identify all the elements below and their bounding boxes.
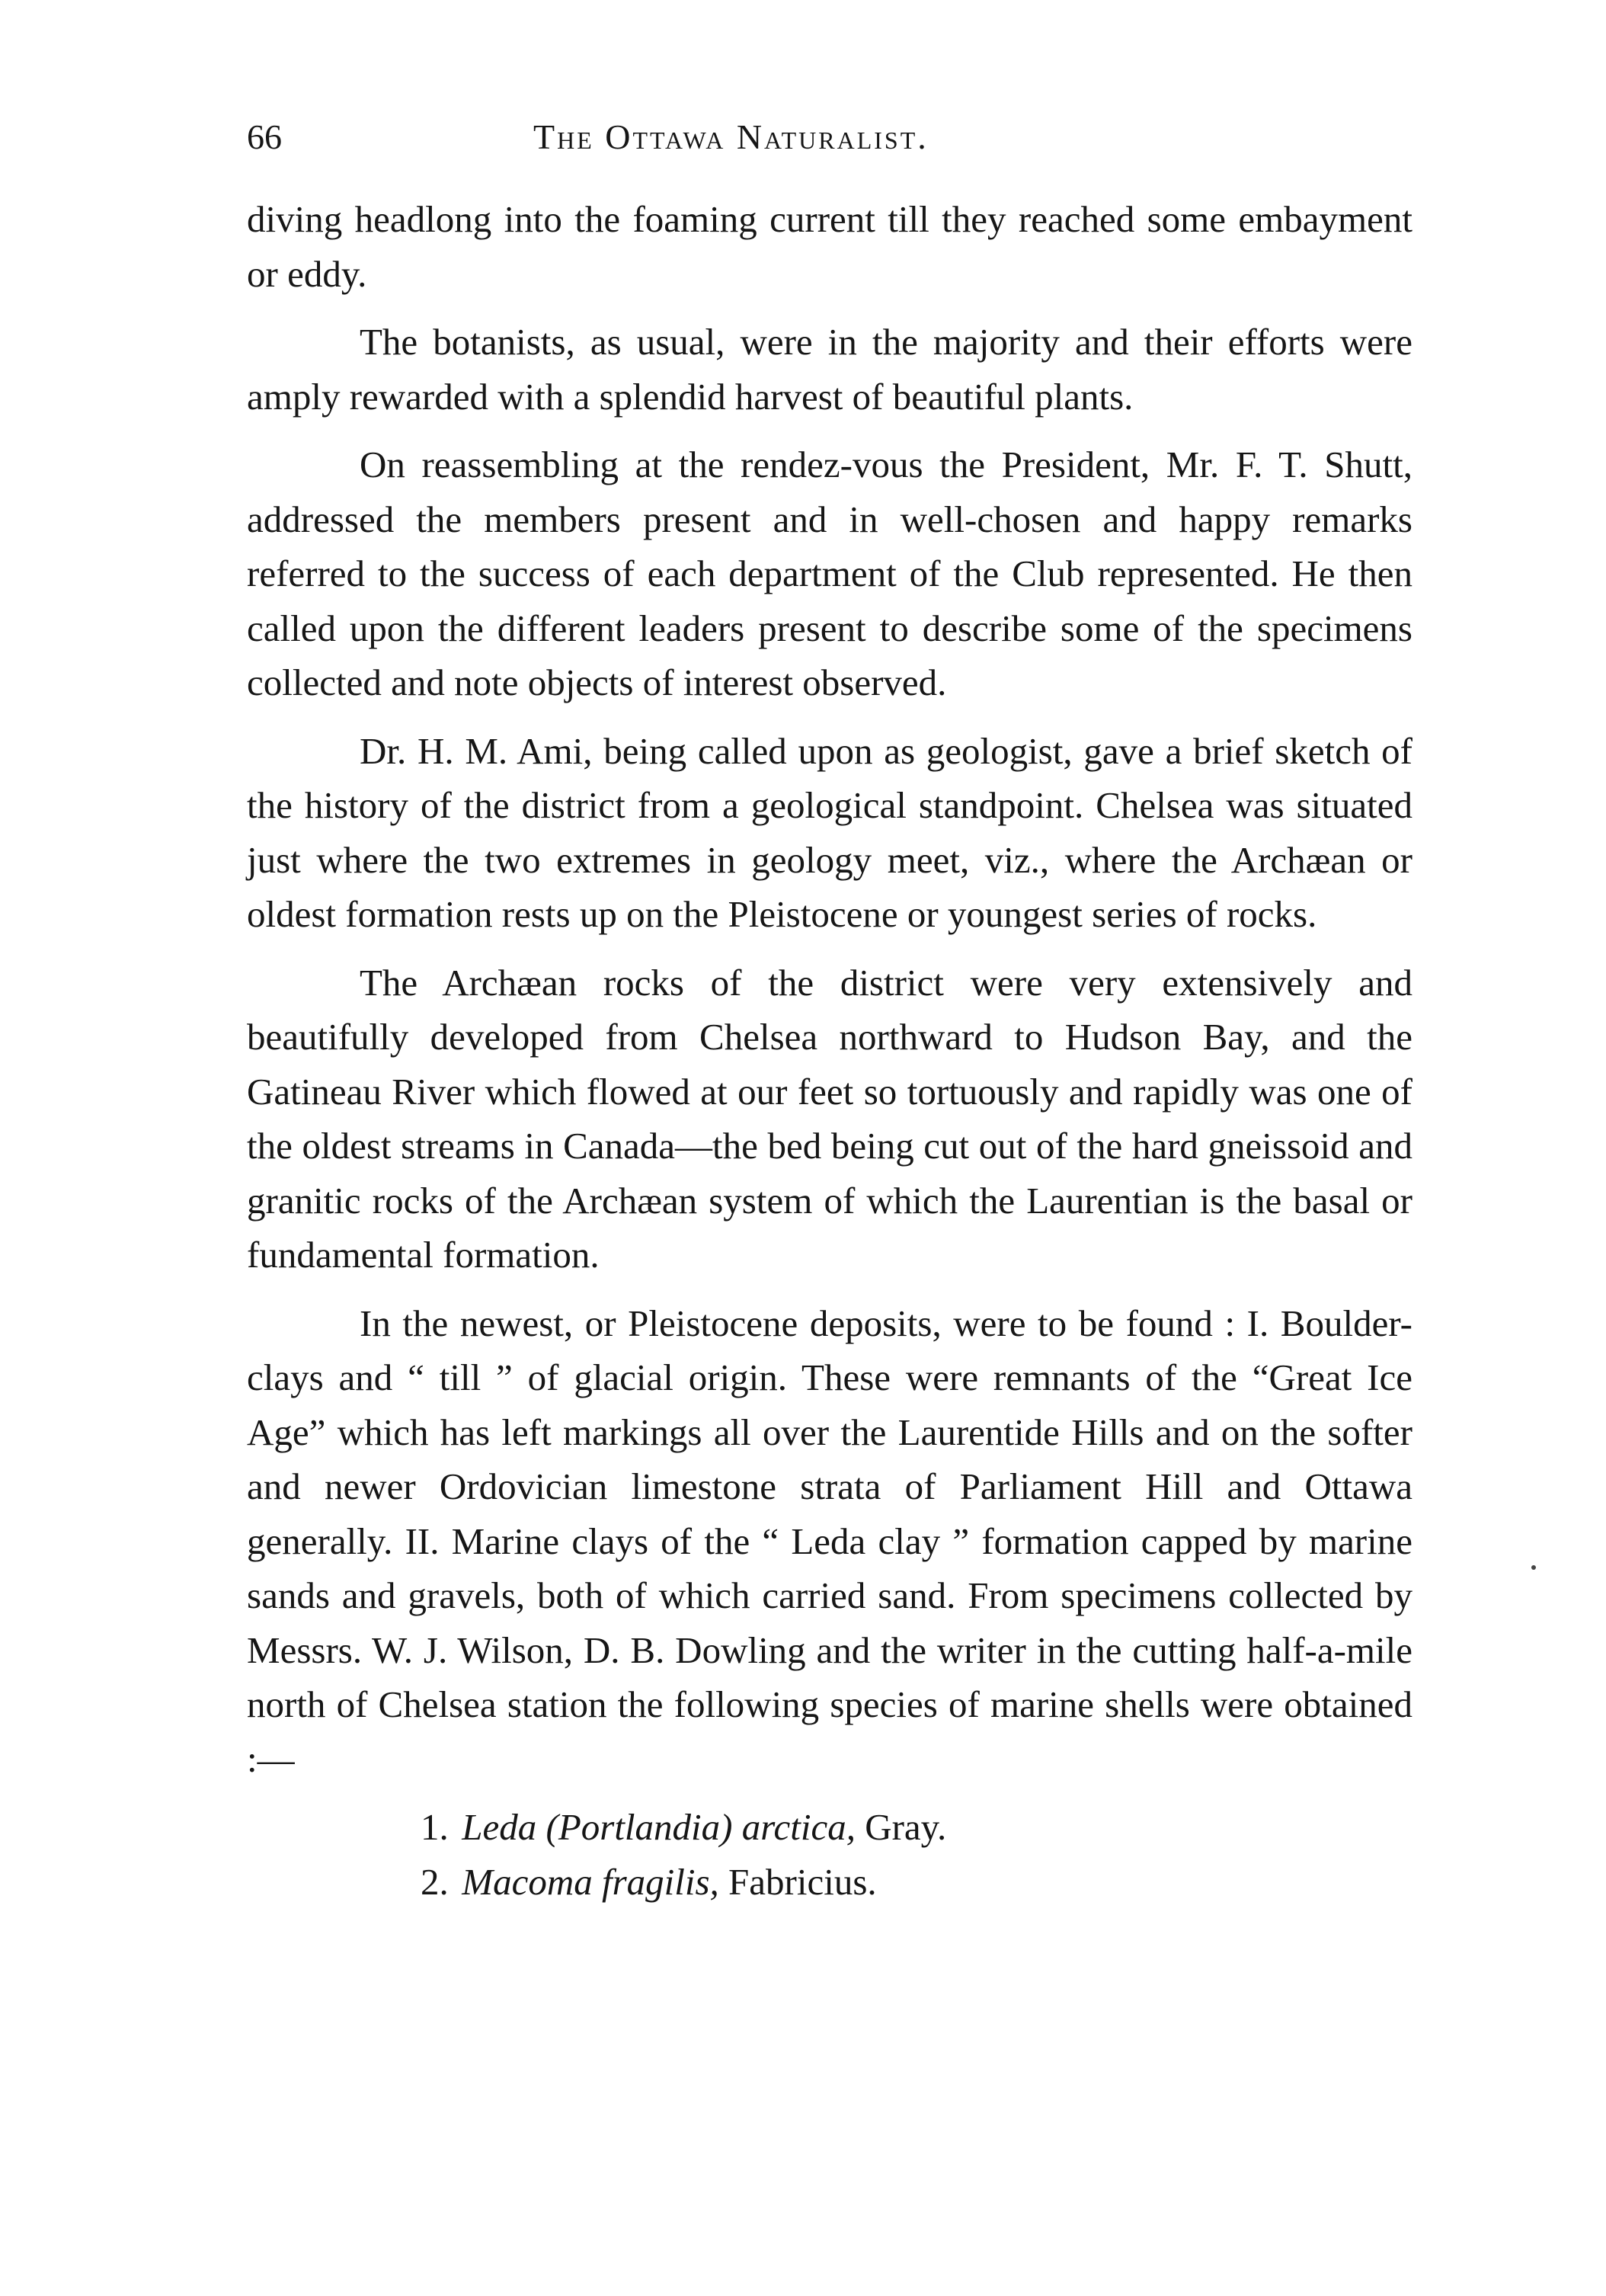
- species-name: Macoma fragilis,: [462, 1860, 719, 1903]
- species-list: [247, 1800, 1412, 1909]
- paragraph-continuation: diving headlong into the foaming current till they reached some embayment or eddy.: [247, 198, 1412, 295]
- page-number: 66: [247, 117, 282, 156]
- species-item: [421, 1800, 1412, 1855]
- species-name: Leda (Portlandia) arctica,: [462, 1806, 856, 1848]
- species-number: 2.: [421, 1860, 449, 1903]
- running-head: [247, 114, 1412, 160]
- paragraph-archaean-rocks: The Archæan rocks of the district were very extensively and beautifully developed from Chelsea northward to Hudson Bay, and the Gatineau River which flowed at our feet so tortuously and rapidly was one of the oldest streams in Canada—the bed being cut out of the hard gneissoid and granitic rocks of the Archæan system of which the Laurentian is the basal or fundamental formation.: [247, 961, 1412, 1276]
- species-author: Fabricius.: [718, 1860, 877, 1903]
- body-text: [247, 192, 1412, 1909]
- journal-title: The Ottawa Naturalist.: [533, 117, 929, 156]
- paragraph-botanists: The botanists, as usual, were in the majority and their efforts were amply rewarded with a splendid harvest of beautiful plants.: [247, 321, 1412, 418]
- margin-speck: [1531, 1565, 1536, 1570]
- paragraph-geologist: Dr. H. M. Ami, being called upon as geologist, gave a brief sketch of the history of the district from a geological standpoint. Chelsea was situated just where the two extremes in geology meet, viz., where the Archæan or oldest formation rests up on the Pleistocene or youngest series of rocks.: [247, 729, 1412, 935]
- species-number: 1.: [421, 1806, 449, 1848]
- species-author: Gray.: [855, 1806, 947, 1848]
- paragraph-reassembling: On reassembling at the rendez-vous the President, Mr. F. T. Shutt, addressed the members present and in well-chosen and happy remarks referred to the success of each department of the Club represented. He then called upon the different leaders present to describe some of the specimens collected and note objects of interest observed.: [247, 444, 1412, 703]
- species-item: [421, 1855, 1412, 1910]
- paragraph-pleistocene-deposits: In the newest, or Pleistocene deposits, were to be found : I. Boulder-clays and “ till ” of glacial origin. These were remnants of the “Great Ice Age” which has left markings all over the Laurentide Hills and on the softer and newer Ordovician limestone strata of Parliament Hill and Ottawa generally. II. Marine clays of the “ Leda clay ” formation capped by marine sands and gravels, both of which carried sand. From specimens collected by Messrs. W. J. Wilson, D. B. Dowling and the writer in the cutting half-a-mile north of Chelsea station the following species of marine shells were obtained :—: [247, 1302, 1412, 1780]
